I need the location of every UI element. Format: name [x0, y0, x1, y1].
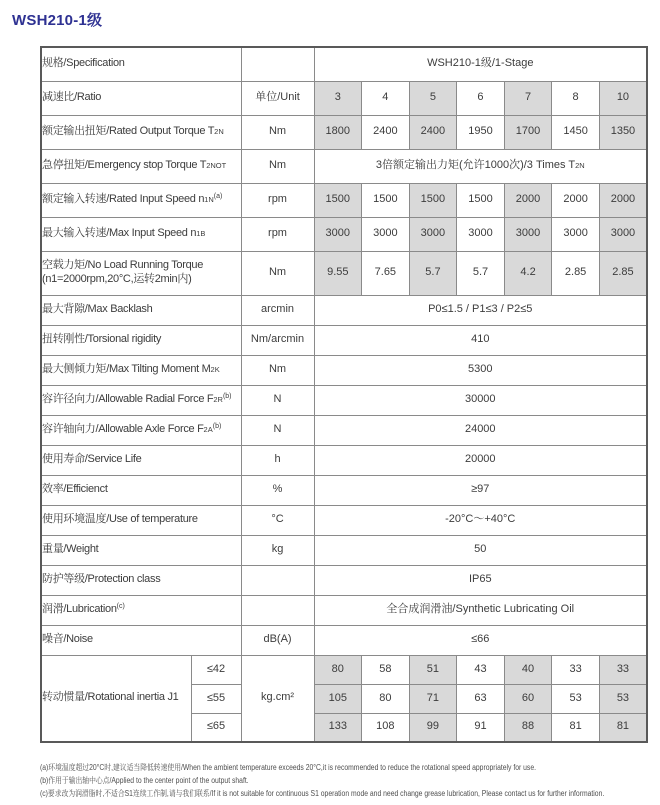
value-cell: 1500 — [362, 183, 410, 217]
value-cell: 2000 — [504, 183, 552, 217]
table-row — [41, 385, 647, 415]
spec-header-row — [41, 47, 647, 81]
row-label-text: 扭转刚性/Torsional rigidity — [42, 333, 162, 346]
table-row — [41, 325, 647, 355]
merged-value-text: 全合成润滑油/Synthetic Lubricating Oil — [386, 603, 575, 616]
value-cell: 81 — [552, 713, 600, 742]
inertia-threshold-cell: ≤55 — [191, 684, 241, 713]
unit-cell: N — [241, 415, 314, 445]
table-row — [41, 217, 647, 251]
merged-value-text: ≥97 — [471, 483, 490, 496]
table-row — [41, 625, 647, 655]
spec-value-cell: WSH210-1级/1-Stage — [314, 47, 647, 81]
row-label-cell — [41, 505, 241, 535]
footnote-c: (c)要求改为润滑脂时,不适合S1连续工作制,请与我们联系/If it is not suitable for continuous S1 operation mode and need change grease lubrication, Please contact us for further information. — [40, 789, 605, 798]
merged-value-text: 5300 — [468, 363, 493, 376]
table-row — [41, 535, 647, 565]
row-label-superscript: (a) — [213, 193, 223, 201]
unit-cell: Nm/arcmin — [241, 325, 314, 355]
value-cell: 51 — [409, 655, 457, 684]
unit-cell — [241, 565, 314, 595]
row-label-text: 噪音/Noise — [42, 633, 93, 646]
row-label-subscript: 2R — [213, 395, 223, 405]
merged-value-cell — [314, 385, 647, 415]
row-label-subscript: 2N — [214, 127, 224, 137]
row-label-subscript: 2NOT — [206, 161, 227, 171]
merged-value-cell — [314, 565, 647, 595]
row-label-superscript: (b) — [222, 393, 232, 401]
merged-value-text: P0≤1.5 / P1≤3 / P2≤5 — [428, 303, 533, 316]
row-label-cell — [41, 251, 241, 295]
row-label-superscript: (c) — [116, 603, 125, 611]
row-label-subscript: 1B — [196, 229, 206, 239]
row-label-subscript: 1N — [204, 195, 214, 205]
row-label-cell — [41, 149, 241, 183]
value-cell: 7.65 — [362, 251, 410, 295]
merged-value-text: IP65 — [468, 573, 492, 586]
value-cell: 43 — [457, 655, 505, 684]
value-cell: 80 — [314, 655, 362, 684]
value-cell: 3000 — [552, 217, 600, 251]
value-cell: 1450 — [552, 115, 600, 149]
unit-cell: kg — [241, 535, 314, 565]
value-cell: 99 — [409, 713, 457, 742]
merged-value-cell — [314, 535, 647, 565]
row-label-cell — [41, 325, 241, 355]
row-label-text: 最大背隙/Max Backlash — [42, 303, 153, 316]
unit-cell: Nm — [241, 355, 314, 385]
unit-cell: Nm — [241, 251, 314, 295]
unit-cell: % — [241, 475, 314, 505]
ratio-value-cell: 3 — [314, 81, 362, 115]
ratio-value-cell: 7 — [504, 81, 552, 115]
table-row — [41, 251, 647, 295]
row-label-cell — [41, 595, 241, 625]
table-row — [41, 295, 647, 325]
table-row — [41, 505, 647, 535]
row-label-subscript: 2A — [203, 425, 213, 435]
row-label-text: 效率/Efficienct — [42, 483, 108, 496]
row-label-cell — [41, 295, 241, 325]
inertia-threshold-cell: ≤65 — [191, 713, 241, 742]
inertia-unit-cell: kg.cm² — [241, 655, 314, 742]
value-cell: 3000 — [314, 217, 362, 251]
value-cell: 1800 — [314, 115, 362, 149]
row-label-subscript: 2K — [210, 365, 220, 375]
merged-value-text: 50 — [474, 543, 487, 556]
value-cell: 81 — [599, 713, 647, 742]
row-label-text: 最大输入转速/Max Input Speed n — [42, 227, 197, 240]
unit-cell: N — [241, 385, 314, 415]
row-label-text: 额定输入转速/Rated Input Speed n — [42, 193, 205, 206]
value-cell: 88 — [504, 713, 552, 742]
merged-value-cell — [314, 625, 647, 655]
unit-cell: °C — [241, 505, 314, 535]
row-label-line2: (n1=2000rpm,20°C,运转2min内) — [42, 273, 192, 285]
table-row — [41, 149, 647, 183]
row-label-text: 重量/Weight — [42, 543, 99, 556]
merged-value-text: -20°C～+40°C — [445, 513, 516, 526]
value-cell: 1350 — [599, 115, 647, 149]
inertia-threshold-cell: ≤42 — [191, 655, 241, 684]
merged-value-cell — [314, 475, 647, 505]
table-row — [41, 565, 647, 595]
footnote-a: (a)环境温度超过20°C时,建议适当降低转速使用/When the ambient temperature exceeds 20°C,it is recommended to reduce the rotational speed appropriately for use. — [40, 763, 537, 772]
value-cell: 2400 — [362, 115, 410, 149]
value-cell: 2400 — [409, 115, 457, 149]
row-label-cell — [41, 535, 241, 565]
row-label-text: 空载力矩/No Load Running Torque — [42, 259, 204, 272]
value-cell: 4.2 — [504, 251, 552, 295]
value-cell: 1950 — [457, 115, 505, 149]
value-cell: 53 — [599, 684, 647, 713]
row-label-cell — [41, 445, 241, 475]
merged-value-cell — [314, 355, 647, 385]
ratio-value-cell: 4 — [362, 81, 410, 115]
row-label-superscript: (b) — [212, 423, 222, 431]
value-cell: 80 — [362, 684, 410, 713]
row-label-text: 容许轴向力/Allowable Axle Force F — [42, 423, 204, 436]
ratio-value-cell: 8 — [552, 81, 600, 115]
merged-value-text: 24000 — [464, 423, 496, 436]
merged-value-cell — [314, 295, 647, 325]
merged-value-cell — [314, 445, 647, 475]
page-title: WSH210-1级 — [12, 12, 103, 29]
value-cell: 3000 — [457, 217, 505, 251]
inertia-row — [41, 655, 647, 684]
value-cell: 3000 — [409, 217, 457, 251]
row-label-cell — [41, 565, 241, 595]
value-cell: 63 — [457, 684, 505, 713]
merged-value-cell — [314, 595, 647, 625]
row-label-text: 额定输出扭矩/Rated Output Torque T — [42, 125, 215, 138]
merged-value-cell — [314, 415, 647, 445]
table-row — [41, 415, 647, 445]
row-label-text: 润滑/Lubrication — [42, 603, 117, 616]
row-label-cell — [41, 475, 241, 505]
unit-cell — [241, 595, 314, 625]
value-cell: 1500 — [314, 183, 362, 217]
row-label-cell — [41, 415, 241, 445]
row-label-text: 使用寿命/Service Life — [42, 453, 142, 466]
merged-value-cell — [314, 505, 647, 535]
row-label-text: 急停扭矩/Emergency stop Torque T — [42, 159, 207, 172]
merged-value-cell — [314, 325, 647, 355]
row-label-text: 最大侧倾力矩/Max Tilting Moment M — [42, 363, 211, 376]
value-cell: 40 — [504, 655, 552, 684]
table-row — [41, 355, 647, 385]
value-cell: 1700 — [504, 115, 552, 149]
ratio-value-cell: 6 — [457, 81, 505, 115]
unit-cell: Nm — [241, 115, 314, 149]
value-cell: 3000 — [362, 217, 410, 251]
value-cell: 5.7 — [457, 251, 505, 295]
value-cell: 1500 — [409, 183, 457, 217]
table-row — [41, 475, 647, 505]
merged-value-text: 410 — [471, 333, 490, 346]
merged-value-text: 3倍额定输出力矩(允许1000次)/3 Times T — [375, 159, 576, 172]
value-cell: 2000 — [599, 183, 647, 217]
unit-cell: h — [241, 445, 314, 475]
row-label-cell — [41, 625, 241, 655]
value-cell: 1500 — [457, 183, 505, 217]
value-cell: 3000 — [504, 217, 552, 251]
table-row — [41, 595, 647, 625]
datasheet-page — [0, 9, 660, 800]
unit-cell — [241, 47, 314, 81]
value-cell: 3000 — [599, 217, 647, 251]
value-cell: 33 — [552, 655, 600, 684]
unit-cell: dB(A) — [241, 625, 314, 655]
merged-value-text: ≤66 — [471, 633, 490, 646]
footnote-b: (b)作用于输出轴中心点/Applied to the center point of the output shaft. — [40, 776, 249, 785]
value-cell: 60 — [504, 684, 552, 713]
unit-cell: rpm — [241, 217, 314, 251]
value-cell: 108 — [362, 713, 410, 742]
ratio-value-cell: 5 — [409, 81, 457, 115]
ratio-header-row — [41, 81, 647, 115]
value-cell: 71 — [409, 684, 457, 713]
table-row — [41, 183, 647, 217]
spec-label-cell: 规格/Specification — [41, 47, 241, 81]
value-cell: 33 — [599, 655, 647, 684]
merged-value-subscript: 2N — [575, 161, 585, 171]
value-cell: 91 — [457, 713, 505, 742]
ratio-value-cell: 10 — [599, 81, 647, 115]
row-label-cell — [41, 385, 241, 415]
value-cell: 58 — [362, 655, 410, 684]
row-label-text: 容许径向力/Allowable Radial Force F — [42, 393, 214, 406]
merged-value-text: 20000 — [464, 453, 496, 466]
value-cell: 2000 — [552, 183, 600, 217]
value-cell: 53 — [552, 684, 600, 713]
value-cell: 2.85 — [599, 251, 647, 295]
value-cell: 133 — [314, 713, 362, 742]
row-label-cell — [41, 355, 241, 385]
merged-value-text: 30000 — [464, 393, 496, 406]
table-row — [41, 445, 647, 475]
value-cell: 2.85 — [552, 251, 600, 295]
value-cell: 5.7 — [409, 251, 457, 295]
footnotes — [40, 761, 648, 800]
value-cell: 105 — [314, 684, 362, 713]
row-label-text: 防护等级/Protection class — [42, 573, 161, 586]
unit-header-cell: 单位/Unit — [241, 81, 314, 115]
unit-cell: Nm — [241, 149, 314, 183]
row-label-cell — [41, 115, 241, 149]
merged-value-cell — [314, 149, 647, 183]
row-label-text: 使用环境温度/Use of temperature — [42, 513, 198, 526]
unit-cell: arcmin — [241, 295, 314, 325]
value-cell: 9.55 — [314, 251, 362, 295]
row-label-cell — [41, 217, 241, 251]
unit-cell: rpm — [241, 183, 314, 217]
spec-table — [40, 46, 648, 743]
inertia-label-cell: 转动惯量/Rotational inertia J1 — [41, 655, 191, 742]
row-label-cell — [41, 183, 241, 217]
table-row — [41, 115, 647, 149]
ratio-label-cell: 减速比/Ratio — [41, 81, 241, 115]
